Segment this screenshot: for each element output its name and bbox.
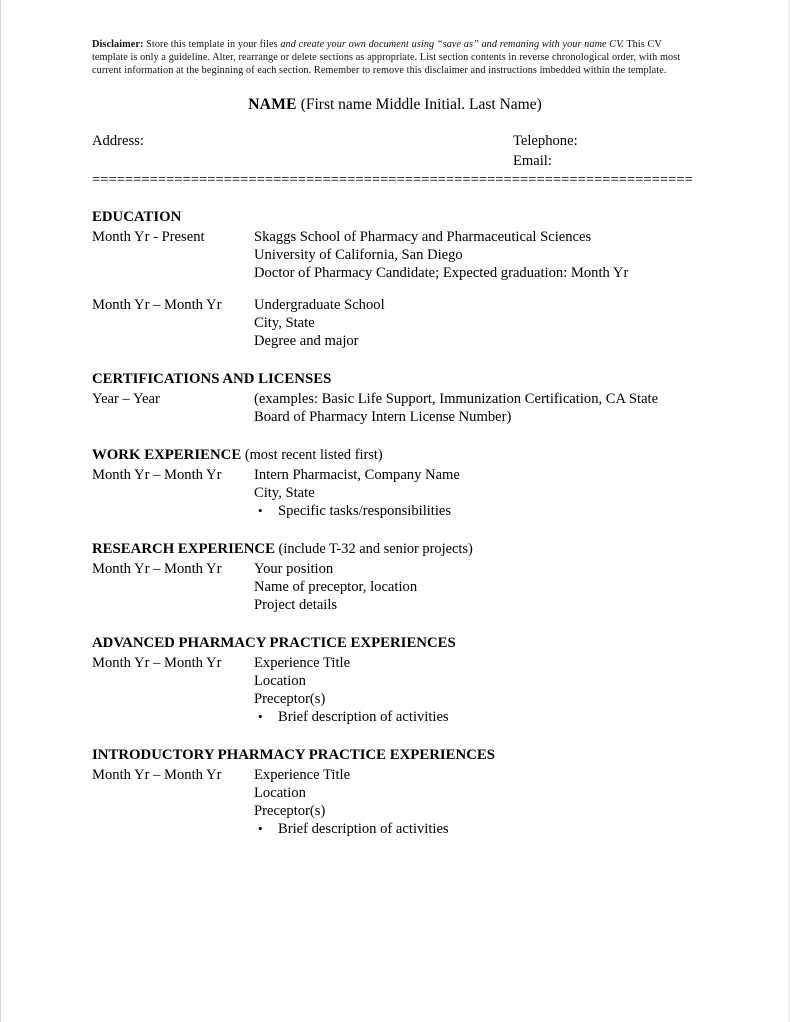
section-heading-text: EDUCATION (92, 208, 182, 225)
entry-detail-line: City, State (254, 484, 315, 501)
entry-row (92, 408, 698, 426)
entry-date-range: Year – Year (92, 390, 160, 407)
entry-detail-line: Preceptor(s) (254, 802, 326, 819)
section-research-experience (92, 540, 698, 614)
entry-detail-line: City, State (254, 314, 315, 331)
bullet-item (254, 820, 698, 838)
entry (92, 466, 698, 520)
entry-row (92, 784, 698, 802)
entry-date-range: Month Yr – Month Yr (92, 766, 222, 783)
entry-row (92, 578, 698, 596)
entry-detail-line: Doctor of Pharmacy Candidate; Expected graduation: Month Yr (254, 264, 629, 281)
bullet-point-icon: • (258, 820, 263, 836)
entry-row (92, 228, 698, 246)
candidate-name-placeholder: NAME (248, 95, 297, 113)
entry-row (92, 314, 698, 332)
entry-row (92, 246, 698, 264)
entry-detail-line: Project details (254, 596, 338, 613)
entry-row (92, 332, 698, 350)
entry-detail-line: Intern Pharmacist, Company Name (254, 466, 460, 483)
entry-row (92, 654, 698, 672)
entry-detail-line: Location (254, 784, 306, 801)
entry-detail-line: Preceptor(s) (254, 690, 326, 707)
section-education (92, 208, 698, 350)
contact-block (92, 131, 698, 171)
entry-row (92, 672, 698, 690)
section-heading (92, 446, 698, 465)
horizontal-separator: ========================================================================= (92, 172, 693, 188)
section-heading-text: CERTIFICATIONS AND LICENSES (92, 370, 332, 387)
entry-detail-line: Degree and major (254, 332, 359, 349)
bullet-item-text: Specific tasks/responsibilities (278, 502, 452, 519)
disclaimer-paragraph (92, 38, 698, 78)
address-label: Address: (92, 132, 144, 149)
entry-detail-line: Experience Title (254, 766, 351, 783)
section-heading-note: (most recent listed first) (241, 446, 383, 463)
entry (92, 654, 698, 726)
disclaimer-text-italic: and create your own document using “save as” and remaning with your name CV. (280, 39, 624, 50)
entry-row (92, 484, 698, 502)
section-introductory-pharmacy-practice-experiences (92, 746, 698, 838)
entry-row (92, 296, 698, 314)
section-heading (92, 208, 698, 227)
section-heading (92, 634, 698, 653)
section-heading (92, 370, 698, 389)
section-heading-note: (include T-32 and senior projects) (274, 540, 473, 557)
section-heading (92, 746, 698, 765)
entry-date-range: Month Yr – Month Yr (92, 296, 222, 313)
entry-date-range: Month Yr – Month Yr (92, 560, 222, 577)
bullet-item-text: Brief description of activities (278, 708, 449, 725)
entry (92, 228, 698, 282)
entry-detail-line: Location (254, 672, 306, 689)
disclaimer-text-2: This CV template is only a guideline. Alter, rearrange or delete sections as appropriate. List section contents in reverse chronological order, with most current information at the beginning of each section. Remember to remove this disclaimer and instructions imbedded within the template. (92, 39, 681, 77)
candidate-name-hint: (First name Middle Initial. Last Name) (296, 95, 542, 113)
entry-detail-line: Your position (254, 560, 334, 577)
entry-detail-line: Board of Pharmacy Intern License Number) (254, 408, 512, 425)
entry-row (92, 690, 698, 708)
entry-row (92, 466, 698, 484)
entry-date-range: Month Yr – Month Yr (92, 466, 222, 483)
section-heading (92, 540, 698, 559)
email-label: Email: (513, 152, 552, 169)
entry-detail-line: (examples: Basic Life Support, Immunization Certification, CA State (254, 390, 659, 407)
page-title (92, 95, 698, 115)
entry-date-range: Month Yr – Month Yr (92, 654, 222, 671)
entry-row (92, 802, 698, 820)
bullet-item (254, 502, 698, 520)
bullet-item (254, 708, 698, 726)
document-body (92, 38, 698, 838)
section-heading-text: INTRODUCTORY PHARMACY PRACTICE EXPERIENCES (92, 746, 495, 763)
entry-date-range: Month Yr - Present (92, 228, 205, 245)
entry (92, 296, 698, 350)
bullet-point-icon: • (258, 708, 263, 724)
entry-detail-line: Experience Title (254, 654, 351, 671)
entry-row (92, 264, 698, 282)
entry-detail-line: Name of preceptor, location (254, 578, 418, 595)
entry (92, 766, 698, 838)
entry-row (92, 766, 698, 784)
contact-right-column (513, 131, 578, 171)
section-heading-text: RESEARCH EXPERIENCE (92, 540, 275, 557)
section-heading-text: WORK EXPERIENCE (92, 446, 242, 463)
sections-container (92, 208, 698, 838)
entry (92, 560, 698, 614)
entry-detail-line: University of California, San Diego (254, 246, 463, 263)
disclaimer-label: Disclaimer: (92, 39, 144, 50)
entry (92, 390, 698, 426)
entry-row (92, 596, 698, 614)
entry-row (92, 390, 698, 408)
entry-detail-line: Skaggs School of Pharmacy and Pharmaceutical Sciences (254, 228, 592, 245)
bullet-point-icon: • (258, 502, 263, 518)
entry-row (92, 560, 698, 578)
section-heading-text: ADVANCED PHARMACY PRACTICE EXPERIENCES (92, 634, 456, 651)
section-advanced-pharmacy-practice-experiences (92, 634, 698, 726)
telephone-label: Telephone: (513, 132, 578, 149)
section-work-experience (92, 446, 698, 520)
bullet-item-text: Brief description of activities (278, 820, 449, 837)
section-certifications-and-licenses (92, 370, 698, 426)
entry-detail-line: Undergraduate School (254, 296, 385, 313)
disclaimer-text-1: Store this template in your files (143, 39, 281, 50)
